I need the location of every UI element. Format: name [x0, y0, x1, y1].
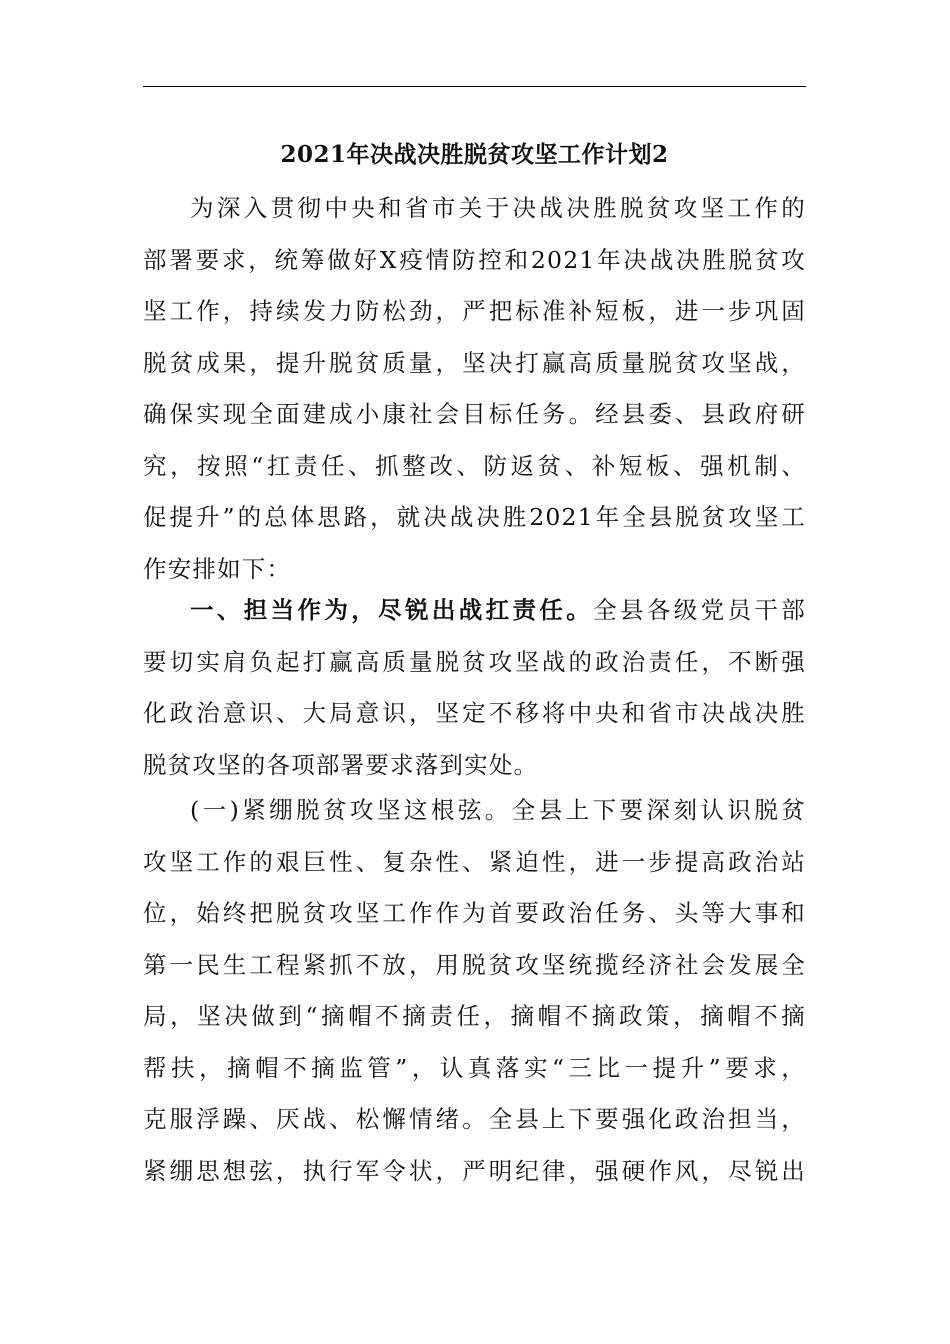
text-line: 脱贫成果，提升脱贫质量，坚决打赢高质量脱贫攻坚战，	[143, 348, 806, 377]
text-line: 促提升”的总体思路，就决战决胜2021年全县脱贫攻坚工	[143, 503, 806, 531]
text-line: 紧绷思想弦，执行军令状，严明纪律，强硬作风，尽锐出	[143, 1156, 806, 1185]
header-rule	[143, 86, 806, 87]
text-line: 部署要求，统筹做好X疫情防控和2021年决战决胜脱贫攻	[143, 245, 806, 274]
paragraph-subsection-1	[143, 785, 806, 1197]
text-line: 究，按照“扛责任、抓整改、防返贫、补短板、强机制、	[143, 451, 806, 480]
section-heading: 一、担当作为，尽锐出战扛责任。	[190, 596, 594, 624]
text-line: 要切实肩负起打赢高质量脱贫攻坚战的政治责任，不断强	[143, 647, 806, 676]
paragraph-section-1	[143, 585, 806, 791]
text-line: 局，坚决做到“摘帽不摘责任，摘帽不摘政策，摘帽不摘	[143, 1002, 806, 1030]
text-line: 化政治意识、大局意识，坚定不移将中央和省市决战决胜	[143, 699, 806, 727]
text-line: (一)紧绷脱贫攻坚这根弦。全县上下要深刻认识脱贫	[190, 796, 806, 824]
text-line-tail: 全县各级党员干部	[593, 596, 806, 624]
text-line: 位，始终把脱贫攻坚工作作为首要政治任务、头等大事和	[143, 899, 806, 927]
text-line: 第一民生工程紧抓不放，用脱贫攻坚统揽经济社会发展全	[143, 950, 806, 979]
text-line: 帮扶，摘帽不摘监管”，认真落实“三比一提升”要求，	[143, 1053, 806, 1082]
paragraph-intro	[143, 183, 806, 595]
text-line: 克服浮躁、厌战、松懈情绪。全县上下要强化政治担当，	[143, 1105, 806, 1133]
text-line	[143, 585, 806, 637]
text-line: 作安排如下：	[143, 554, 292, 583]
text-line: 确保实现全面建成小康社会目标任务。经县委、县政府研	[143, 400, 806, 428]
text-line: 为深入贯彻中央和省市关于决战决胜脱贫攻坚工作的	[190, 194, 806, 222]
text-line: 脱贫攻坚的各项部署要求落到实处。	[143, 750, 539, 779]
text-line: 攻坚工作的艰巨性、复杂性、紧迫性，进一步提高政治站	[143, 847, 806, 876]
page-title: 2021年决战决胜脱贫攻坚工作计划2	[280, 141, 669, 168]
text-line: 坚工作，持续发力防松劲，严把标准补短板，进一步巩固	[143, 297, 806, 325]
